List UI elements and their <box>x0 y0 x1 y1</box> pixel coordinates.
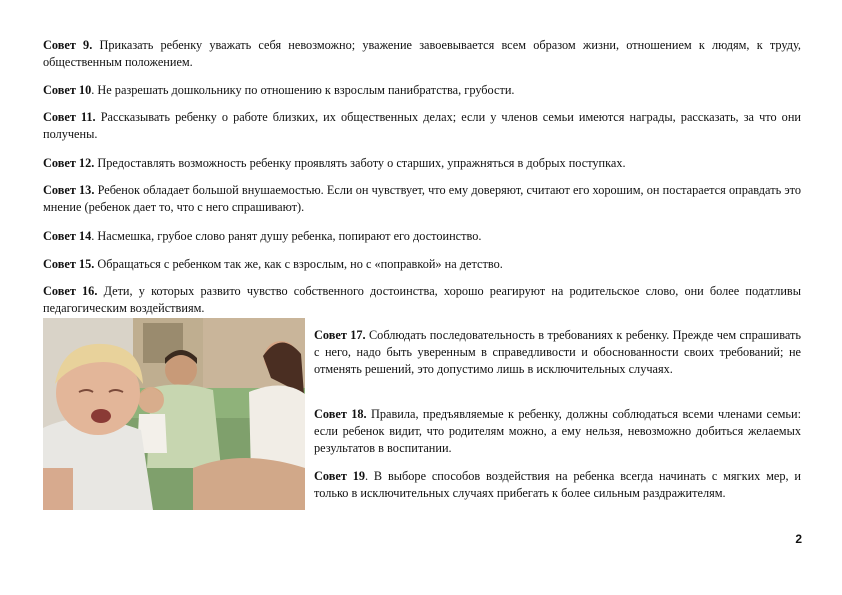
tip-text: Рассказывать ребенку о работе близких, их общественных делах; если у членов семьи имеются награды, рассказать, за что они получены. <box>43 110 801 141</box>
tip-text: . Насмешка, грубое слово ранят душу ребенка, попирают его достоинство. <box>91 229 482 243</box>
family-photo <box>43 318 305 510</box>
tip-label: Совет 15. <box>43 257 95 271</box>
tip-13 <box>43 182 801 216</box>
tip-11 <box>43 109 801 143</box>
tip-text: Приказать ребенку уважать себя невозможно; уважение завоевывается всем образом жизни, отношением к людям, к труду, общественным положением. <box>43 38 801 69</box>
tip-label: Совет 16. <box>43 284 98 298</box>
page-number: 2 <box>795 532 802 546</box>
tip-19 <box>314 468 801 502</box>
tip-text: Обращаться с ребенком так же, как с взрослым, но с «поправкой» на детство. <box>94 257 503 271</box>
tip-18 <box>314 406 801 457</box>
tip-15 <box>43 256 801 273</box>
tip-text: . Не разрешать дошкольнику по отношению к взрослым панибратства, грубости. <box>91 83 515 97</box>
tip-label: Совет 19 <box>314 469 365 483</box>
tip-text: Ребенок обладает большой внушаемостью. Если он чувствует, что ему доверяют, считают его хорошим, он постарается оправдать это мнение (ребенок дает то, что с него спрашивают). <box>43 183 801 214</box>
tip-label: Совет 17. <box>314 328 366 342</box>
tip-text: Правила, предъявляемые к ребенку, должны соблюдаться всеми членами семьи: если ребенок видит, что родителям можно, а ему нельзя, невозможно добиться желаемых результатов в воспитании. <box>314 407 801 455</box>
tip-12 <box>43 155 801 172</box>
tip-10 <box>43 82 801 99</box>
tip-label: Совет 9. <box>43 38 93 52</box>
tip-text: . В выборе способов воздействия на ребенка всегда начинать с мягких мер, и только в исключительных случаях прибегать к более сильным раздражителям. <box>314 469 802 500</box>
tip-text: Дети, у которых развито чувство собственного достоинства, хорошо реагируют на родительское слово, они более податливы педагогическим воздействиям. <box>43 284 802 315</box>
tip-17 <box>314 327 801 378</box>
tip-label: Совет 11. <box>43 110 96 124</box>
tip-label: Совет 14 <box>43 229 92 243</box>
tip-label: Совет 10 <box>43 83 92 97</box>
tip-16 <box>43 283 801 317</box>
tip-14 <box>43 228 801 245</box>
tip-text: Предоставлять возможность ребенку проявлять заботу о старших, упражняться в добрых поступках. <box>94 156 626 170</box>
tip-label: Совет 13. <box>43 183 95 197</box>
tip-text: Соблюдать последовательность в требованиях к ребенку. Прежде чем спрашивать с него, надо быть уверенным в справедливости и обоснованности своих требований; не отменять решений, это допустимо лишь в исключительных случаях. <box>314 328 801 376</box>
tip-label: Совет 12. <box>43 156 95 170</box>
crying-child-illustration <box>43 318 305 510</box>
tip-label: Совет 18. <box>314 407 367 421</box>
tip-9 <box>43 37 801 71</box>
